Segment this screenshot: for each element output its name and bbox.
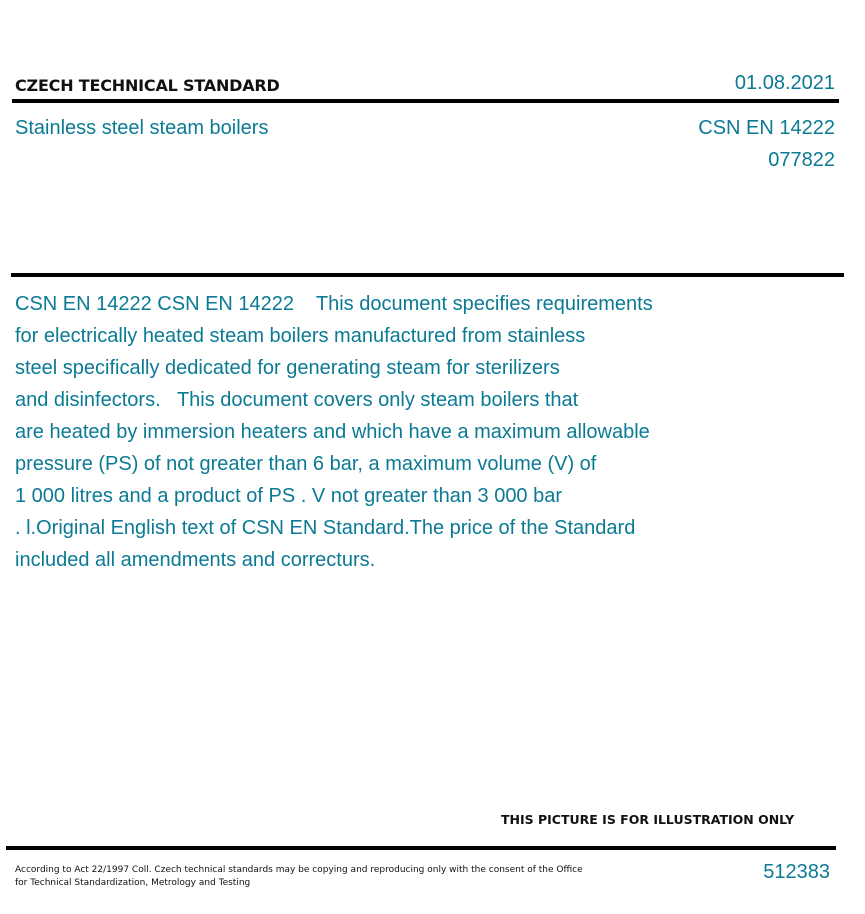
standard-title: Stainless steel steam boilers xyxy=(15,117,269,139)
document-header-title: CZECH TECHNICAL STANDARD xyxy=(15,76,280,95)
abstract-line: for electrically heated steam boilers manufactured from stainless xyxy=(15,325,586,347)
section-divider xyxy=(11,273,844,277)
abstract-line: included all amendments and correcturs. xyxy=(15,549,376,571)
legal-notice-line: According to Act 22/1997 Coll. Czech technical standards may be copying and reproducing only with the consent of the Office xyxy=(15,865,583,875)
abstract-line: steel specifically dedicated for generating steam for sterilizers xyxy=(15,357,560,379)
footer-code: 512383 xyxy=(763,861,830,883)
abstract-text xyxy=(15,288,715,576)
illustration-disclaimer: THIS PICTURE IS FOR ILLUSTRATION ONLY xyxy=(501,812,795,827)
header-divider xyxy=(12,99,839,103)
abstract-line: pressure (PS) of not greater than 6 bar, a maximum volume (V) of xyxy=(15,453,597,475)
legal-notice-line: for Technical Standardization, Metrology and Testing xyxy=(15,878,251,888)
issue-date: 01.08.2021 xyxy=(734,72,835,94)
abstract-line: and disinfectors. This document covers only steam boilers that xyxy=(15,389,579,411)
abstract-line: 1 000 litres and a product of PS . V not greater than 3 000 bar xyxy=(15,485,563,507)
footer-divider xyxy=(6,846,836,850)
abstract-line: CSN EN 14222 CSN EN 14222 This document specifies requirements xyxy=(15,293,653,315)
standard-catalog-number: 077822 xyxy=(768,149,835,171)
standard-code: CSN EN 14222 xyxy=(698,117,835,139)
abstract-line: are heated by immersion heaters and which have a maximum allowable xyxy=(15,421,650,443)
legal-notice xyxy=(15,864,583,890)
abstract-line: . l.Original English text of CSN EN Standard.The price of the Standard xyxy=(15,517,636,539)
